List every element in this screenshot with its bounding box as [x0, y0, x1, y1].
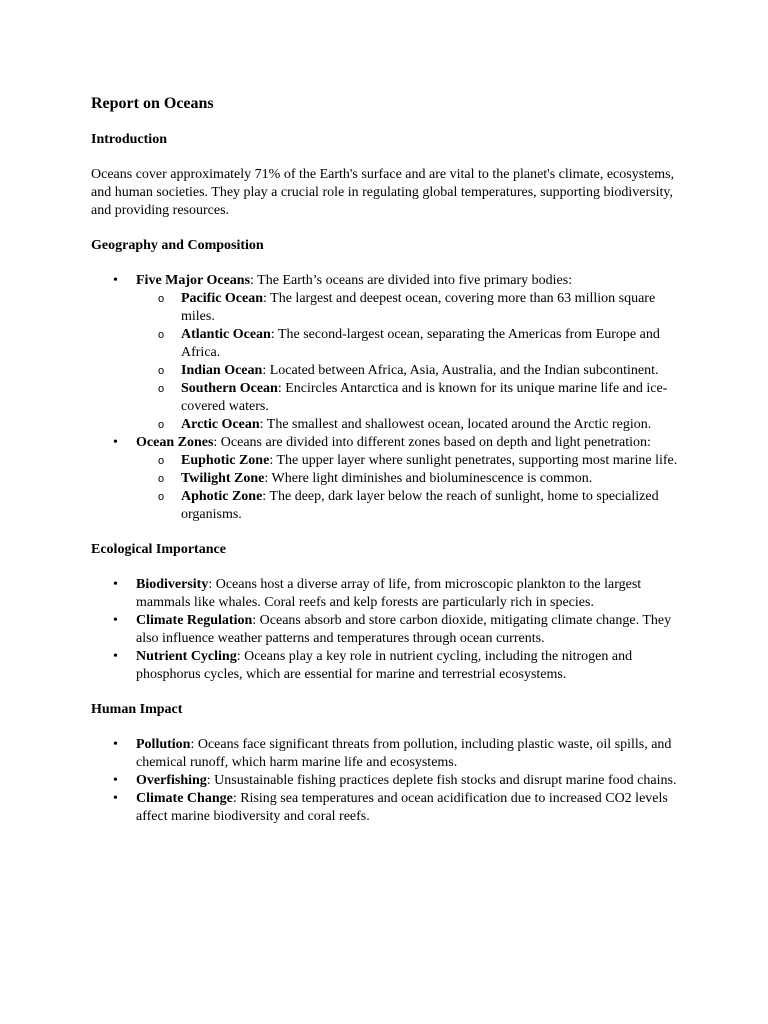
item-term: Atlantic Ocean: [181, 327, 271, 342]
item-term: Climate Change: [136, 791, 233, 806]
human-impact-list: [91, 736, 691, 826]
list-item: [91, 736, 691, 772]
list-item: [91, 272, 691, 434]
list-item: [91, 434, 691, 524]
sub-list-item: [136, 488, 691, 524]
sub-list-item: [136, 362, 691, 380]
item-term: Arctic Ocean: [181, 417, 260, 432]
sub-bullet-icon: o: [158, 293, 165, 305]
bullet-icon: •: [113, 649, 118, 664]
item-description: : Oceans play a key role in nutrient cycling, including the nitrogen and phosphorus cycles, which are essential for marine and terrestrial ecosystems.: [136, 649, 633, 682]
bullet-icon: •: [113, 577, 118, 592]
list-item: [91, 612, 691, 648]
sub-list-item: [136, 452, 691, 470]
item-description: : Where light diminishes and bioluminescence is common.: [264, 471, 593, 486]
list-item: [91, 772, 691, 790]
item-description: : The Earth’s oceans are divided into five primary bodies:: [250, 273, 573, 288]
document-title: Report on Oceans: [91, 95, 214, 112]
item-term: Climate Regulation: [136, 613, 253, 628]
ecology-list: [91, 576, 691, 684]
item-term: Five Major Oceans: [136, 273, 251, 288]
item-description: : Unsustainable fishing practices deplete fish stocks and disrupt marine food chains.: [206, 773, 677, 788]
item-description: : Oceans absorb and store carbon dioxide, mitigating climate change. They also influence weather patterns and temperatures through ocean currents.: [136, 613, 672, 646]
sub-list-item: [136, 290, 691, 326]
item-term: Pacific Ocean: [181, 291, 264, 306]
sub-bullet-icon: o: [158, 365, 165, 377]
sub-bullet-icon: o: [158, 329, 165, 341]
bullet-icon: •: [113, 791, 118, 806]
item-term: Indian Ocean: [181, 363, 263, 378]
item-term: Euphotic Zone: [181, 453, 270, 468]
sub-list: [136, 452, 691, 524]
item-term: Overfishing: [136, 773, 207, 788]
introduction-paragraph: Oceans cover approximately 71% of the Earth's surface and are vital to the planet's climate, ecosystems, and human societies. They play a crucial role in regulating global temperatures, supporting biodiversity, and providing resources.: [91, 167, 675, 218]
sub-bullet-icon: o: [158, 473, 165, 485]
item-description: : Located between Africa, Asia, Australia, and the Indian subcontinent.: [262, 363, 659, 378]
geography-heading: Geography and Composition: [91, 238, 264, 253]
bullet-icon: •: [113, 737, 118, 752]
item-description: : Oceans host a diverse array of life, from microscopic plankton to the largest mammals like whales. Coral reefs and kelp forests are particularly rich in species.: [136, 577, 642, 610]
list-item: [91, 790, 691, 826]
sub-list-item: [136, 380, 691, 416]
sub-bullet-icon: o: [158, 491, 165, 503]
item-description: : The deep, dark layer below the reach of sunlight, home to specialized organisms.: [181, 489, 659, 522]
item-description: : Oceans are divided into different zones based on depth and light penetration:: [213, 435, 651, 450]
document-page: [91, 94, 691, 843]
item-description: : Rising sea temperatures and ocean acidification due to increased CO2 levels affect marine biodiversity and coral reefs.: [136, 791, 668, 824]
bullet-icon: •: [113, 273, 118, 288]
bullet-icon: •: [113, 773, 118, 788]
sub-bullet-icon: o: [158, 383, 165, 395]
item-description: : Oceans face significant threats from pollution, including plastic waste, oil spills, and chemical runoff, which harm marine life and ecosystems.: [136, 737, 672, 770]
item-term: Twilight Zone: [181, 471, 265, 486]
introduction-heading: Introduction: [91, 132, 167, 147]
list-item: [91, 576, 691, 612]
ecology-heading: Ecological Importance: [91, 542, 226, 557]
sub-list-item: [136, 326, 691, 362]
bullet-icon: •: [113, 435, 118, 450]
item-description: : The smallest and shallowest ocean, located around the Arctic region.: [259, 417, 652, 432]
item-term: Nutrient Cycling: [136, 649, 237, 664]
human-impact-heading: Human Impact: [91, 702, 183, 717]
item-term: Pollution: [136, 737, 191, 752]
sub-bullet-icon: o: [158, 419, 165, 431]
list-item: [91, 648, 691, 684]
item-term: Ocean Zones: [136, 435, 214, 450]
sub-list: [136, 290, 691, 434]
item-description: : Encircles Antarctica and is known for its unique marine life and ice-covered waters.: [181, 381, 668, 414]
item-description: : The largest and deepest ocean, covering more than 63 million square miles.: [181, 291, 656, 324]
bullet-icon: •: [113, 613, 118, 628]
item-term: Southern Ocean: [181, 381, 278, 396]
item-description: : The upper layer where sunlight penetrates, supporting most marine life.: [269, 453, 678, 468]
geography-list: [91, 272, 691, 524]
item-term: Aphotic Zone: [181, 489, 263, 504]
item-term: Biodiversity: [136, 577, 209, 592]
sub-bullet-icon: o: [158, 455, 165, 467]
sub-list-item: [136, 470, 691, 488]
item-description: : The second-largest ocean, separating the Americas from Europe and Africa.: [181, 327, 660, 360]
sub-list-item: [136, 416, 691, 434]
